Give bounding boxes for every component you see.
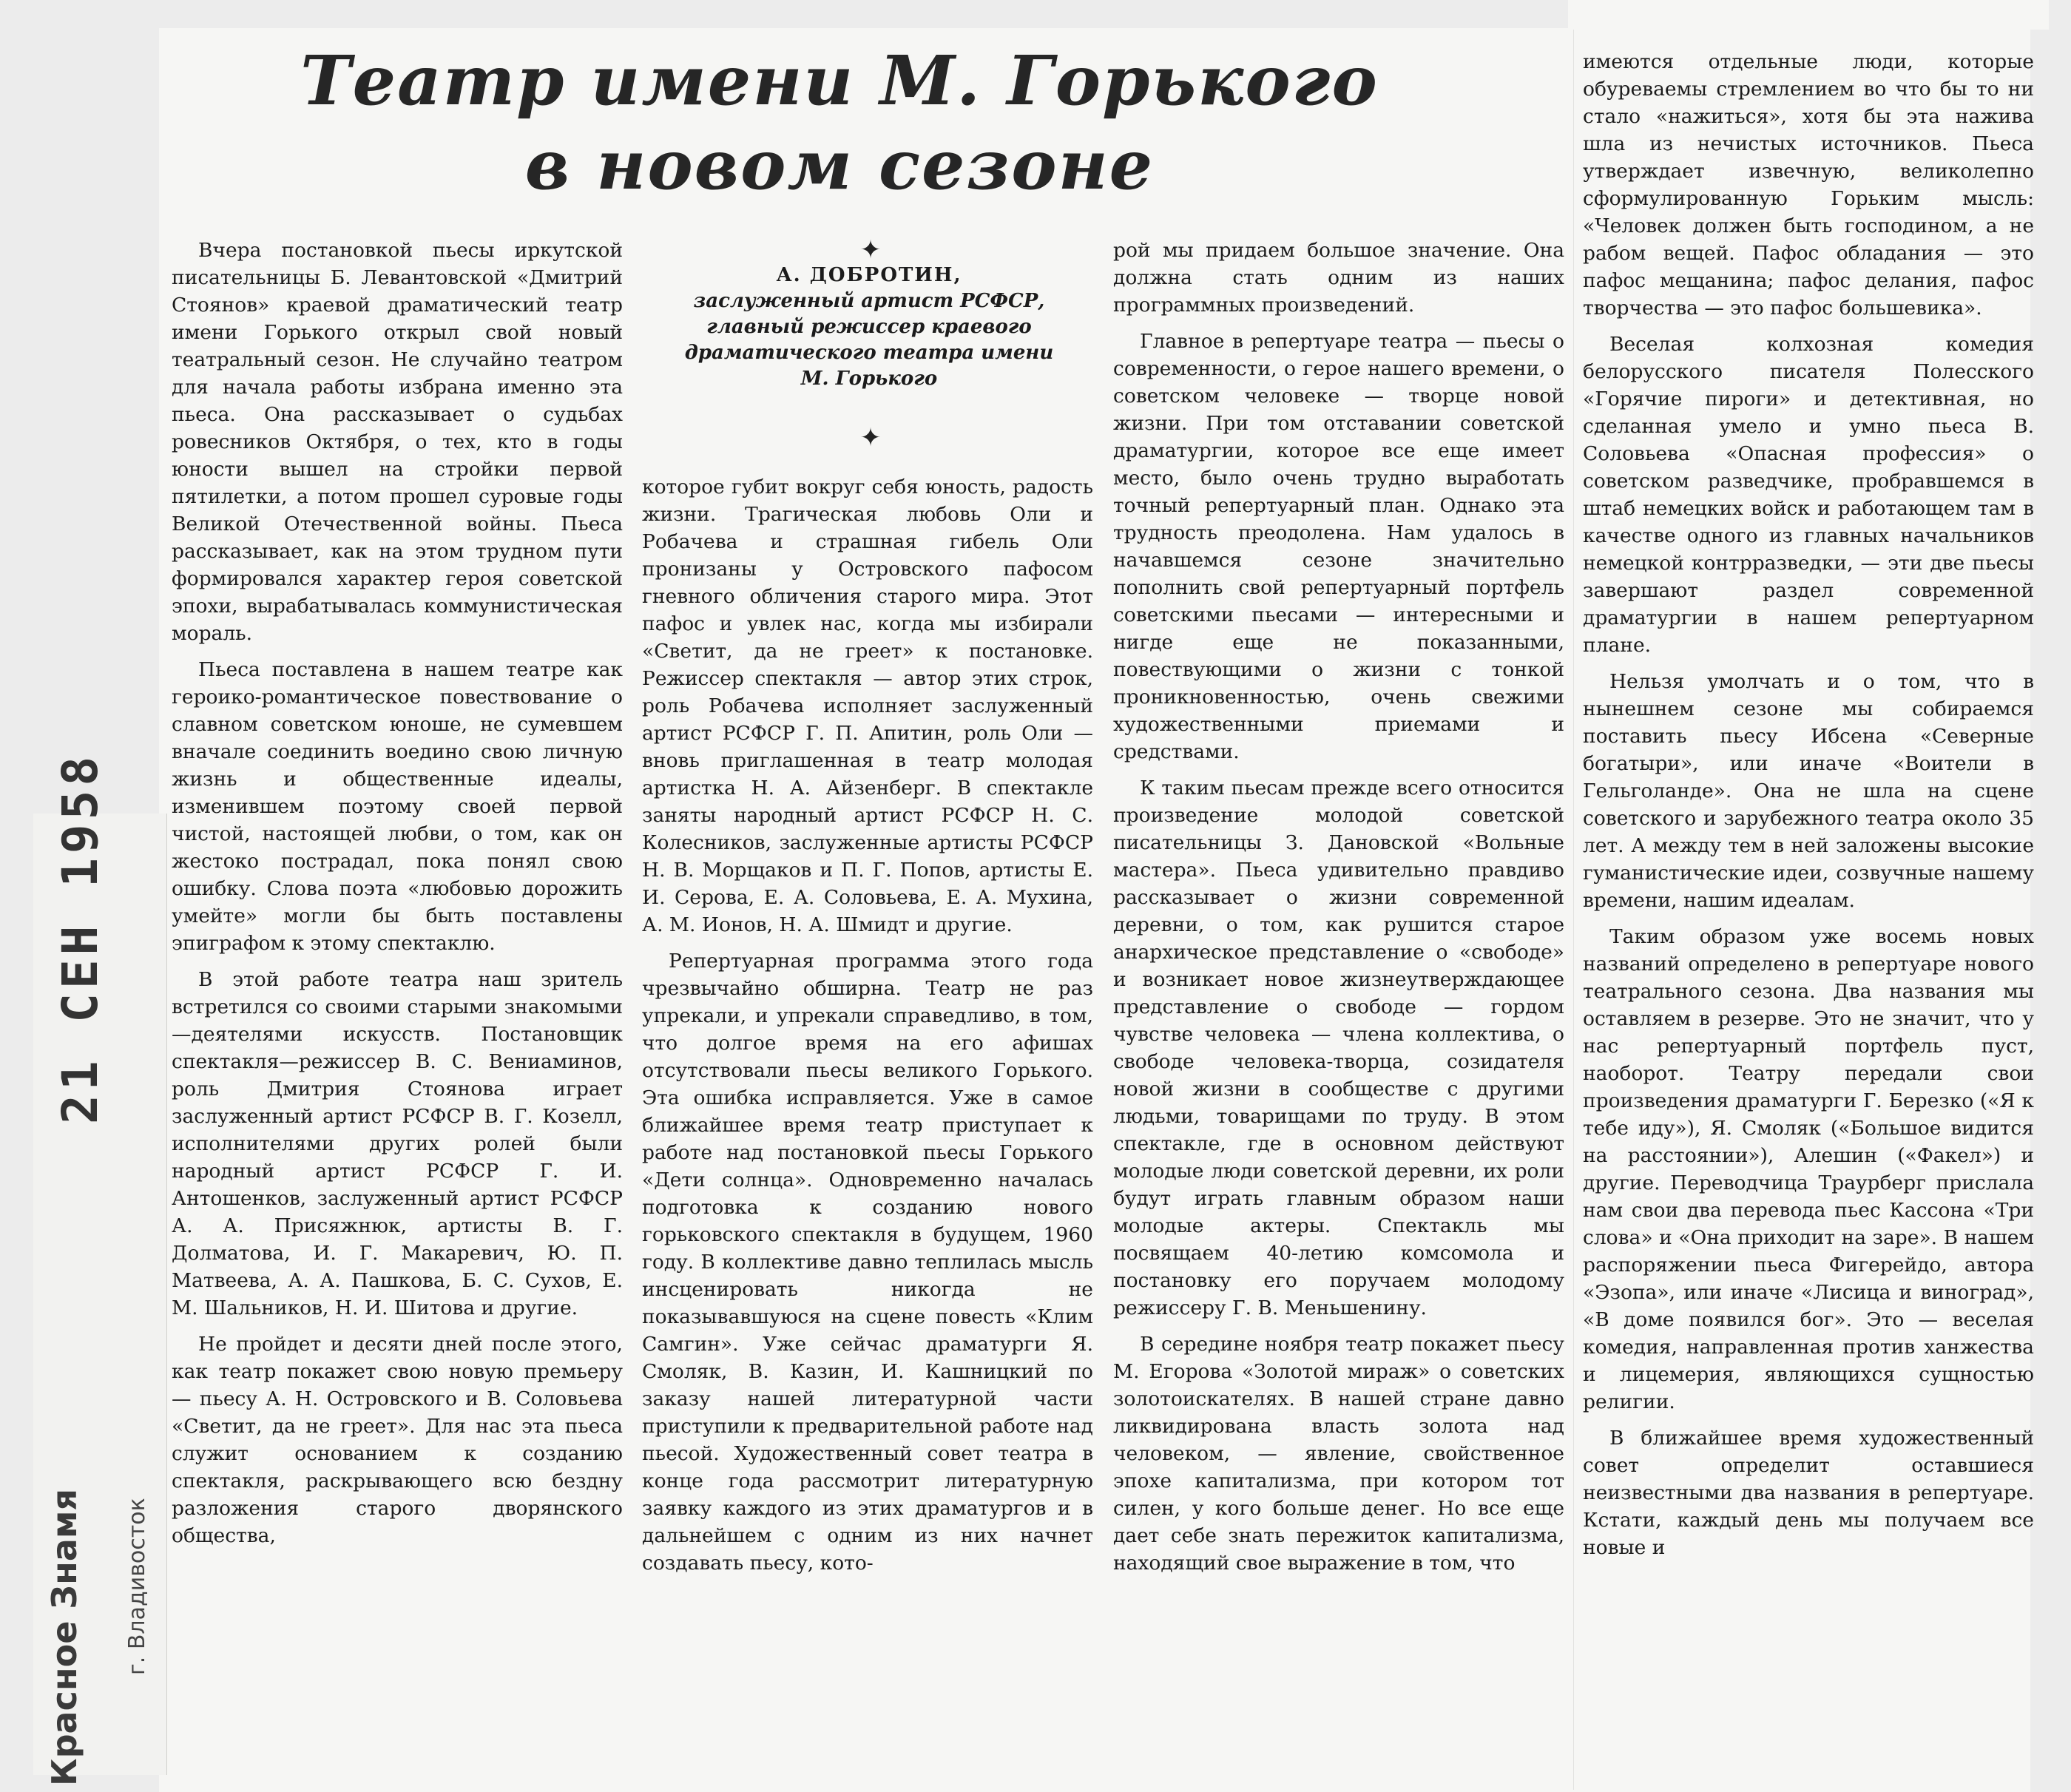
paragraph: К таким пьесам прежде всего относится произведение молодой советской писательницы З. Дановской «Вольные мастера». Пьеса удивительно правдиво рассказывает о жизни современной деревни, о том, как рушится старое анархическое представление о «свободе» и возникает новое жизнеутверждающее представление о свободе — гордом чувстве человека — члена коллектива, о свободе человека-творца, созидателя новой жизни в сообществе с другими людьми, товарищами по труду. В этом спектакле, где в основном действуют молодые люди советской деревни, их роли будут играть главным образом наши молодые актеры. Спектакль мы посвящаем 40-летию комсомола и постановку его поручаем молодому режиссеру Г. В. Меньшенину. bbox=[1113, 777, 1564, 1319]
paragraph: Репертуарная программа этого года чрезвычайно обширна. Театр не раз упрекали, и упрекали справедливо, в том, что долгое время на его афишах отсутствовали пьесы великого Горького. Эта ошибка исправляется. Уже в самое ближайшее время театр приступает к работе над постановкой пьесы Горького «Дети солнца». Одновременно началась подготовка к созданию нового горьковского спектакля в будущем, 1960 году. В коллективе давно теплилась мысль инсценировать никогда не показывавшуюся на сцене повесть «Клим Самгин». Уже сейчас драматурги Я. Смоляк, В. Казин, И. Кашницкий по заказу нашей литературной части приступили к предварительной работе над пьесой. Художественный совет театра в конце года рассмотрит литературную заявку каждого из этих драматургов и в дальнейшем с одним из них начнет создавать пьесу, кото- bbox=[642, 950, 1093, 1575]
paragraph: В середине ноября театр покажет пьесу М. Егорова «Золотой мираж» о советских золотоискателях. В нашей стране давно ликвидирована власть золота над человеком, — явление, свойственное эпохе капитализма, при котором тот силен, у кого больше денег. Но все еще дает себе знать пережиток капитализма, находящий свое выражение в том, что bbox=[1113, 1333, 1564, 1575]
article-column-4 bbox=[1583, 48, 2034, 1570]
article-column-2 bbox=[642, 473, 1093, 1586]
paragraph: Нельзя умолчать и о том, что в нынешнем сезоне мы собираемся поставить пьесу Ибсена «Северные богатыри», или иначе «Воители в Гельголанде». Она не шла на сцене советского и зарубежного театра около 35 лет. А между тем в ней заложены высокие гуманистические идеи, созвучные нашему времени, нашим идеалам. bbox=[1583, 670, 2034, 912]
stamp-newspaper-name: Красное Знамя bbox=[44, 1488, 84, 1786]
column-divider bbox=[1573, 30, 1574, 1790]
paragraph: имеются отдельные люди, которые обуреваемы стремлением во что бы то ни стало «нажиться», хотя бы эта нажива шла из нечистых источников. Пьеса утверждает извечную, великолепно сформулированную Горьким мысль: «Человек должен быть господином, а не рабом вещей. Пафос обладания — это пафос мещанина; пафос делания, пафос творчества — это пафос большевика». bbox=[1583, 50, 2034, 319]
article-column-1 bbox=[172, 237, 623, 1558]
diamond-ornament-icon: ✦ bbox=[859, 423, 882, 453]
paragraph: Пьеса поставлена в нашем театре как героико-романтическое повествование о славном советском юноше, не сумевшем вначале соединить воедино свою личную жизнь и общественные идеалы, изменившем поэтому своей первой чистой, настоящей любви, о том, как он жестоко пострадал, пока понял свою ошибку. Слова поэта «любовью дорожить умейте» могли бы быть поставлены эпиграфом к этому спектаклю. bbox=[172, 658, 623, 955]
paragraph: В этой работе театра наш зритель встретился со своими старыми знакомыми—деятелями искусств. Постановщик спектакля—режиссер В. С. Вениаминов, роль Дмитрия Стоянова играет заслуженный артист РСФСР В. Г. Козелл, исполнителями других ролей были народный артист РСФСР Г. И. Антошенков, заслуженный артист РСФСР А. А. Присяжнюк, артисты В. Г. Долматова, И. Г. Макаревич, Ю. П. Матвеева, А. А. Пашкова, Б. С. Сухов, Е. М. Шальников, Н. И. Шитова и другие. bbox=[172, 968, 623, 1319]
author-title-line: драматического театра имени bbox=[684, 342, 1054, 364]
article-title bbox=[185, 38, 1494, 207]
title-line-1: Театр имени М. Горького bbox=[300, 41, 1379, 121]
paragraph: В ближайшее время художественный совет определит оставшиеся неизвестными два названия в репертуаре. Кстати, каждый день мы получаем все новые и bbox=[1583, 1427, 2034, 1559]
paragraph: Вчера постановкой пьесы иркутской писательницы Б. Левантовской «Дмитрий Стоянов» краевой драматический театр имени Горького открыл свой новый театральный сезон. Не случайно театром для начала работы избрана именно эта пьеса. Она рассказывает о судьбах ровесников Октября, о тех, кто в годы юности вышел на стройки первой пятилетки, а потом прошел суровые годы Великой Отечественной войны. Пьеса рассказывает, как на этом трудном пути формировался характер героя советской эпохи, вырабатывалась коммунистическая мораль. bbox=[172, 239, 623, 645]
paragraph: которое губит вокруг себя юность, радость жизни. Трагическая любовь Оли и Робачева и страшная гибель Оли пронизаны у Островского пафосом гневного обличения старого мира. Этот пафос и увлек нас, когда мы избирали «Светит, да не греет» к постановке. Режиссер спектакля — автор этих строк, роль Робачева исполняет заслуженный артист РСФСР Г. П. Апитин, роль Оли — вновь приглашенная в театр молодая артистка Н. А. Айзенберг. В спектакле заняты народный артист РСФСР Н. С. Колесников, заслуженные артисты РСФСР Н. В. Морщаков и П. Г. Попов, артисты Е. И. Серова, Е. А. Соловьева, Е. А. Мухина, А. М. Ионов, Н. А. Шмидт и другие. bbox=[642, 476, 1093, 936]
paragraph: Таким образом уже восемь новых названий определено в репертуаре нового театрального сезона. Два названия мы оставляем в резерве. Это не значит, что у нас репертуарный портфель пуст, наоборот. Театру передали свои произведения драматурги Г. Березко («Я к тебе иду»), Я. Смоляк («Большое видится на расстоянии»), Алешин («Факел») и другие. Переводчица Траурберг прислала нам свои два перевода пьес Кассона «Три слова» и «Она приходит на заре». В нашем распоряжении пьеса Фигерейдо, автора «Эзопа», или иначе «Лисица и виноград», «В доме появился бог». Это — веселая комедия, направленная против ханжества и лицемерия, являющихся сущностью религии. bbox=[1583, 925, 2034, 1413]
diamond-ornament-icon: ✦ bbox=[859, 235, 882, 265]
article-column-3 bbox=[1113, 237, 1564, 1586]
stamp-city: г. Владивосток bbox=[124, 1498, 150, 1675]
clipping-top-edge bbox=[1568, 0, 2049, 30]
title-line-2: в новом сезоне bbox=[524, 125, 1155, 205]
paragraph: Главное в репертуаре театра — пьесы о современности, о герое нашего времени, о советском человеке — творце новой жизни. При том отставании советской драматургии, которое все еще имеет место, было очень трудно выработать точный репертуарный план. Однако эта трудность преодолена. Нам удалось в начавшемся сезоне значительно пополнить свой репертуарный портфель советскими пьесами — интересными и нигде еще не показанными, повествующими о жизни с тонкой проникновенностью, очень свежими художественными приемами и средствами. bbox=[1113, 330, 1564, 763]
author-byline bbox=[651, 263, 1087, 392]
author-title-line: М. Горького bbox=[800, 368, 938, 390]
author-title-line: главный режиссер краевого bbox=[706, 316, 1032, 338]
paragraph: рой мы придаем большое значение. Она должна стать одним из наших программных произведений. bbox=[1113, 239, 1564, 317]
author-title-line: заслуженный артист РСФСР, bbox=[693, 290, 1045, 312]
author-name: А. ДОБРОТИН, bbox=[776, 264, 962, 286]
paragraph: Веселая колхозная комедия белорусского писателя Полесского «Горячие пироги» и детективная, но сделанная умело и умно пьеса В. Соловьева «Опасная профессия» о советском разведчике, пробравшемся в штаб немецких войск и работающем там в качестве одного из главных начальников немецкой контрразведки, — эти две пьесы завершают раздел современной драматургии в нашем репертуарном плане. bbox=[1583, 333, 2034, 657]
paragraph: Не пройдет и десяти дней после этого, как театр покажет свою новую премьеру — пьесу А. Н. Островского и В. Соловьева «Светит, да не греет». Для нас эта пьеса служит основанием к созданию спектакля, раскрывающего всю бездну разложения старого дворянского общества, bbox=[172, 1333, 623, 1547]
stamp-date: 21 СЕН 1958 bbox=[52, 751, 109, 1124]
